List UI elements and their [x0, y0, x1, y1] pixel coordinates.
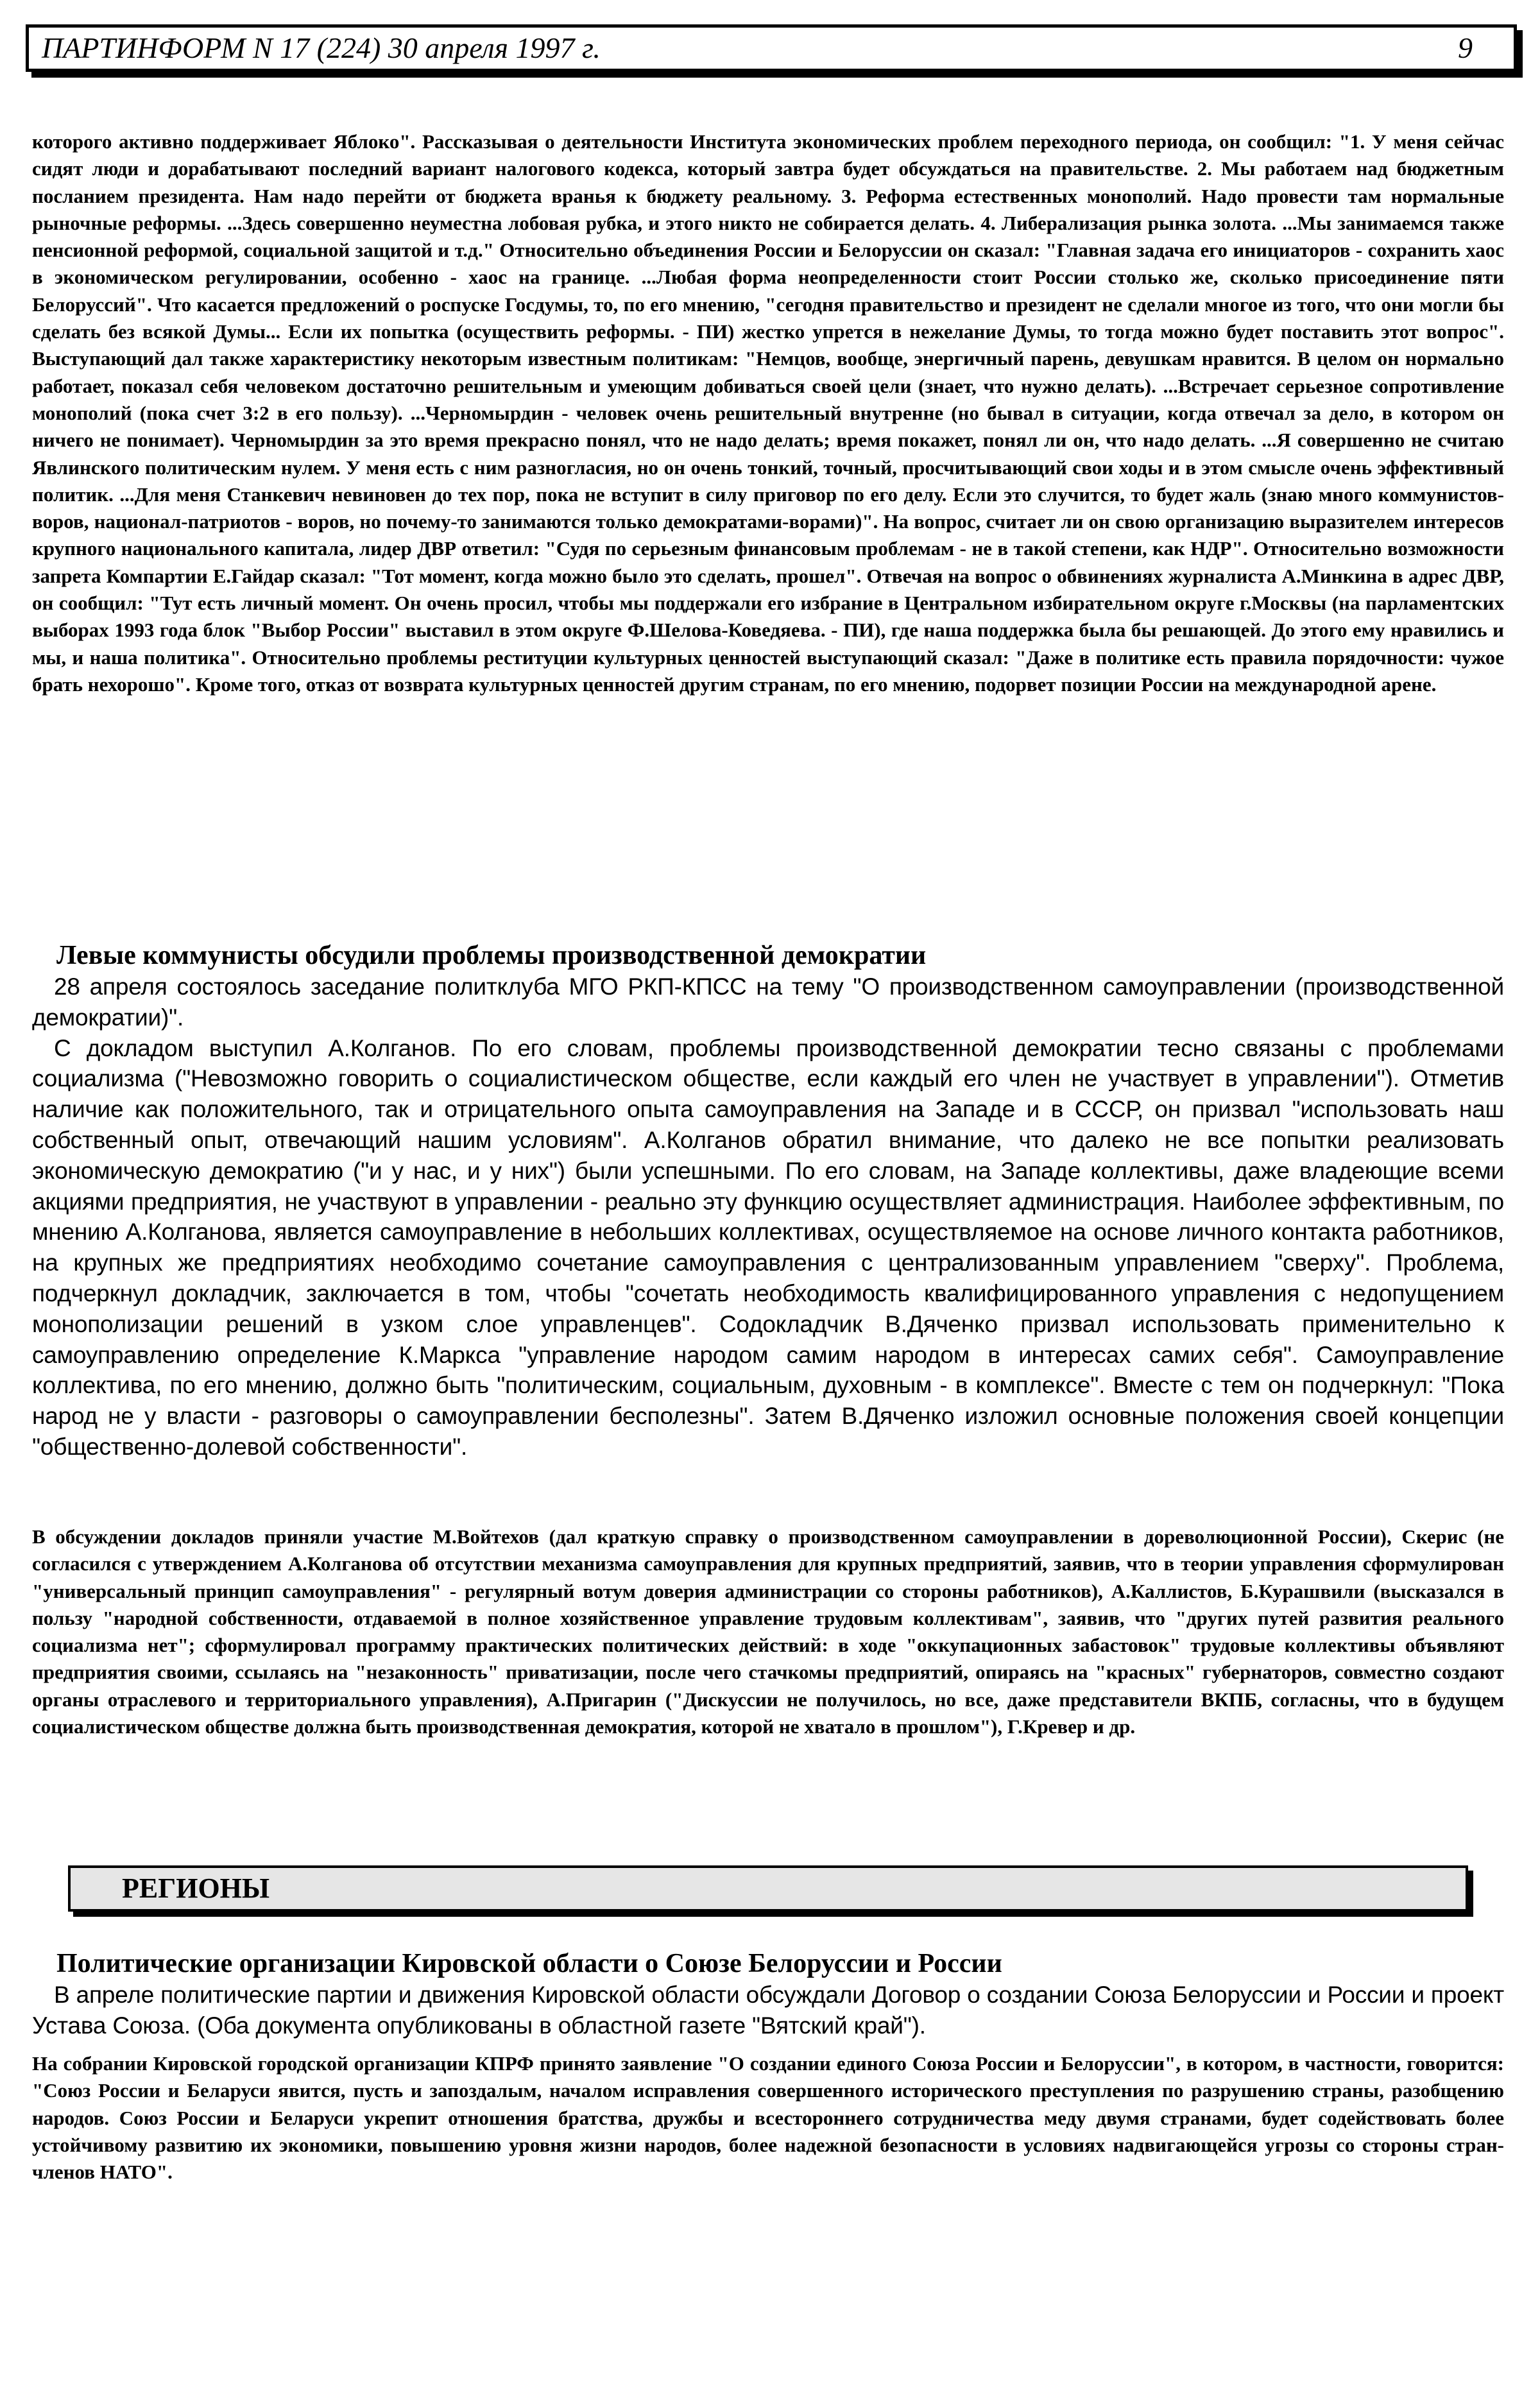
section-header-regions	[68, 1865, 1468, 1912]
discussion-paragraph: В обсуждении докладов приняли участие М.Войтехов (дал краткую справку о производственном самоуправлении в дореволюционной России), Скерис (не согласился с утверждением А.Колганова об отсутствии механизма самоуправления для крупных предприятий, заявив, что в теории управления сформулирован "универсальный принцип самоуправления" - регулярный вотум доверия администрации со стороны работников), А.Каллистов, Б.Курашвили (высказался в пользу "народной собственности, отдаваемой в полное хозяйственное управление трудовым коллективам", заявив, что "других путей развития реального социализма нет"; сформулировал программу практических политических действий: в ходе "оккупационных забастовок" трудовые коллективы объявляют предприятия своими, ссылаясь на "незаконность" приватизации, после чего стачкомы предприятий, опираясь на "красных" губернаторов, совместно создают органы отраслевого и территориального управления), А.Пригарин ("Дискуссии не получилось, но все, даже представители ВКПБ, согласны, что в будущем социалистическом обществе должна быть производственная демократия, которой не хватало в прошлом"), Г.Кревер и др.	[32, 1525, 1504, 1738]
kprf-statement-paragraph: На собрании Кировской городской организации КПРФ принято заявление "О создании единого Союза России и Белоруссии", в котором, в частности, говорится: "Союз России и Беларуси явится, пусть и запоздалым, началом исправления совершенного исторического преступления по разрушению страны, разобщению народов. Союз России и Беларуси укрепит отношения братства, дружбы и всестороннего сотрудничества меду двумя странами, будет содействовать более устойчивому развитию их экономики, повышению уровня жизни народов, более надежной безопасности в условиях надвигающейся угрозы со стороны стран-членов НАТО".	[32, 2052, 1504, 2184]
page-number: 9	[1458, 31, 1473, 64]
article-headline-kirov: Политические организации Кировской области о Союзе Белоруссии и России	[56, 1949, 1002, 1978]
intro-paragraph: которого активно поддерживает Яблоко". Рассказывая о деятельности Института экономических проблем переходного периода, он сообщил: "1. У меня сейчас сидят люди и дорабатывают последний вариант налогового кодекса, который завтра будет обсуждаться на правительстве. 2. Мы работаем над бюджетным посланием президента. Нам надо перейти от бюджета вранья к бюджету реальному. 3. Реформа естественных монополий. Надо провести там нормальные рыночные реформы. ...Здесь совершенно неуместна лобовая рубка, и этого никто не собирается делать. 4. Либерализация рынка золота. ...Мы занимаемся также пенсионной реформой, социальной защитой и т.д." Относительно объединения России и Белоруссии он сказал: "Главная задача его инициаторов - сохранить хаос в экономическом регулировании, особенно - хаос на границе. ...Любая форма неопределенности стоит России столько же, сколько присоединение пяти Белоруссий". Что касается предложений о роспуске Госдумы, то, по его мнению, "сегодня правительство и президент не сделали многое из того, что они могли бы сделать без всякой Думы... Если их попытка (осуществить реформы. - ПИ) жестко упрется в нежелание Думы, то тогда можно будет поставить этот вопрос". Выступающий дал также характеристику некоторым известным политикам: "Немцов, вообще, энергичный парень, девушкам нравится. В целом он нормально работает, показал себя человеком достаточно решительным и умеющим добиваться своей цели (знает, что нужно делать). ...Встречает серьезное сопротивление монополий (пока счет 3:2 в его пользу). ...Черномырдин - человек очень решительный внутренне (но бывал в ситуации, когда отвечал за дело, в котором он ничего не понимает). Черномырдин за это время прекрасно понял, что не надо делать; время покажет, понял ли он, что надо делать. ...Я совершенно не считаю Явлинского политическим нулем. У меня есть с ним разногласия, но он очень тонкий, точный, просчитывающий свои ходы и в этом смысле очень эффективный политик. ...Для меня Станкевич невиновен до тех пор, пока не вступит в силу приговор по его делу. Если это случится, то будет жаль (знаю много коммунистов-воров, национал-патриотов - воров, но почему-то занимаются только демократами-ворами)". На вопрос, считает ли он свою организацию выразителем интересов крупного национального капитала, лидер ДВР ответил: "Судя по серьезным финансовым проблемам - не в такой степени, как НДР". Относительно возможности запрета Компартии Е.Гайдар сказал: "Тот момент, когда можно было это сделать, прошел". Отвечая на вопрос о обвинениях журналиста А.Минкина в адрес ДВР, он сообщил: "Тут есть личный момент. Он очень просил, чтобы мы поддержали его избрание в Центральном избирательном округе г.Москвы (на парламентских выборах 1993 года блок "Выбор России" выставил в этом округе Ф.Шелова-Коведяева. - ПИ), где наша поддержка была бы решающей. До этого ему нравились и мы, и наша политика". Относительно проблемы реституции культурных ценностей выступающий сказал: "Даже в политике есть правила порядочности: чужое брать нехорошо". Кроме того, отказ от возврата культурных ценностей другим странам, по его мнению, подорвет позиции России на международной арене.	[32, 130, 1504, 696]
article-paragraph: 28 апреля состоялось заседание политклуба МГО РКП-КПСС на тему "О производственном самоуправлении (производственной демократии)".	[32, 973, 1504, 1031]
article-paragraph: С докладом выступил А.Колганов. По его словам, проблемы производственной демократии тесно связаны с проблемами социализма ("Невозможно говорить о социалистическом обществе, если каждый его член не участвует в управлении"). Отметив наличие как положительного, так и отрицательного опыта самоуправления на Западе и в СССР, он призвал "использовать наш собственный опыт, отвечающий нашим условиям". А.Колганов обратил внимание, что далеко не все попытки реализовать экономическую демократию ("и у нас, и у них") были успешными. По его словам, на Западе коллективы, даже владеющие всеми акциями предприятия, не участвуют в управлении - реально эту функцию осуществляет администрация. Наиболее эффективным, по мнению А.Колганова, является самоуправление в небольших коллективах, осуществляемое на основе личного контакта работников, на крупных же предприятиях необходимо сочетание самоуправления с централизованным управлением "сверху". Проблема, подчеркнул докладчик, заключается в том, чтобы "сочетать необходимость квалифицированного управления с недопущением монополизации решений в узком слое управленцев". Содокладчик В.Дяченко призвал использовать применительно к самоуправлению определение К.Маркса "управление народом самим народом в интересах самих себя". Самоуправление коллектива, по его мнению, должно быть "политическим, социальным, духовным - в комплексе". Вместе с тем он подчеркнул: "Пока народ не у власти - разговоры о самоуправлении бесполезны". Затем В.Дяченко изложил основные положения своей концепции "общественно-долевой собственности".	[32, 1034, 1504, 1460]
article-paragraph: В апреле политические партии и движения Кировской области обсуждали Договор о создании Союза Белоруссии и России и проект Устава Союза. (Оба документа опубликованы в областной газете "Вятский край").	[32, 1982, 1504, 2039]
publication-title: ПАРТИНФОРМ N 17 (224) 30 апреля 1997 г.	[42, 31, 601, 64]
section-label: РЕГИОНЫ	[122, 1872, 270, 1904]
page-header	[26, 24, 1517, 72]
article-body-kirov	[32, 1980, 1504, 2041]
article-headline-left-communists: Левые коммунисты обсудили проблемы производственной демократии	[56, 941, 927, 970]
article-body-left-communists	[32, 972, 1504, 1462]
